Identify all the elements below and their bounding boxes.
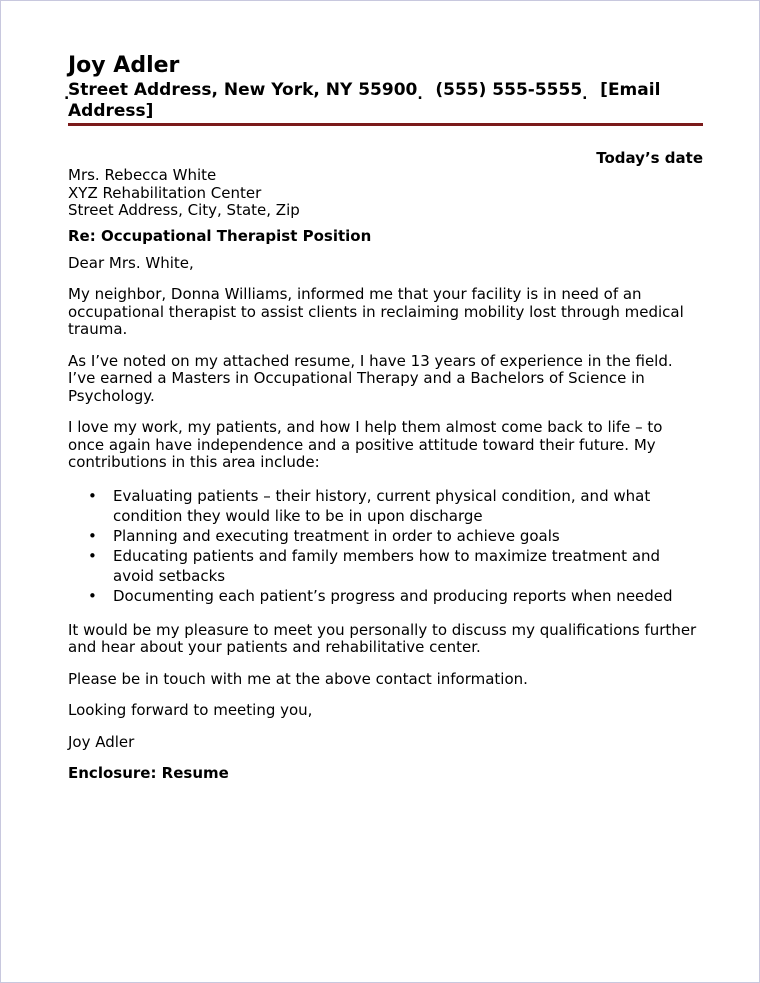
- cover-letter: [64, 52, 703, 783]
- bullet-icon: •: [88, 486, 97, 505]
- list-item-text: Educating patients and family members how to maximize treatment and avoid setbacks: [113, 546, 661, 585]
- paragraph-contributions: I love my work, my patients, and how I help them almost come back to life – to once again have independence and a positive attitude toward their future. My contributions in this area include:: [68, 418, 663, 471]
- list-item: [68, 546, 703, 586]
- paragraph-intro: My neighbor, Donna Williams, informed me that your facility is in need of an occupational therapist to assist clients in reclaiming mobility lost through medical trauma.: [68, 285, 684, 338]
- header-rule: [68, 123, 703, 126]
- list-item-text: Evaluating patients – their history, current physical condition, and what condition they would like to be in upon discharge: [113, 486, 651, 525]
- contact-separator: .: [582, 87, 588, 103]
- sender-phone: (555) 555-5555: [435, 80, 583, 100]
- paragraph-contact: Please be in touch with me at the above contact information.: [68, 669, 528, 688]
- enclosure: Enclosure: Resume: [68, 764, 229, 782]
- paragraph-meeting: It would be my pleasure to meet you personally to discuss my qualifications further and hear about your patients and rehabilitative center.: [68, 620, 697, 656]
- contact-lead-dot: .: [64, 87, 70, 103]
- subject-line: Re: Occupational Therapist Position: [68, 226, 372, 245]
- recipient-block: [68, 167, 703, 220]
- recipient-company: XYZ Rehabilitation Center: [68, 183, 262, 202]
- contact-separator: .: [417, 87, 423, 103]
- list-item-text: Documenting each patient’s progress and producing reports when needed: [113, 586, 673, 605]
- recipient-address: Street Address, City, State, Zip: [68, 201, 300, 219]
- sender-contact: [64, 80, 703, 121]
- bullet-icon: •: [88, 586, 97, 605]
- list-item: [68, 486, 703, 526]
- sender-email-cont: Address]: [68, 101, 154, 121]
- recipient-name: Mrs. Rebecca White: [68, 166, 217, 184]
- signoff: Looking forward to meeting you,: [68, 701, 313, 719]
- sender-street: Street Address, New York, NY 55900: [68, 80, 418, 100]
- sender-name: Joy Adler: [68, 53, 180, 78]
- salutation: Dear Mrs. White,: [68, 253, 194, 272]
- bullet-icon: •: [88, 546, 97, 565]
- bullet-icon: •: [88, 526, 97, 545]
- list-item-text: Planning and executing treatment in order to achieve goals: [113, 526, 560, 545]
- list-item: [68, 526, 703, 546]
- sender-email: [Email: [600, 80, 661, 100]
- signature: Joy Adler: [68, 732, 135, 751]
- list-item: [68, 586, 703, 606]
- paragraph-experience: As I’ve noted on my attached resume, I have 13 years of experience in the field. I’ve earned a Masters in Occupational Therapy and a Bachelors of Science in Psychology.: [68, 351, 673, 405]
- letter-date: Today’s date: [596, 149, 703, 167]
- contributions-list: [68, 486, 703, 606]
